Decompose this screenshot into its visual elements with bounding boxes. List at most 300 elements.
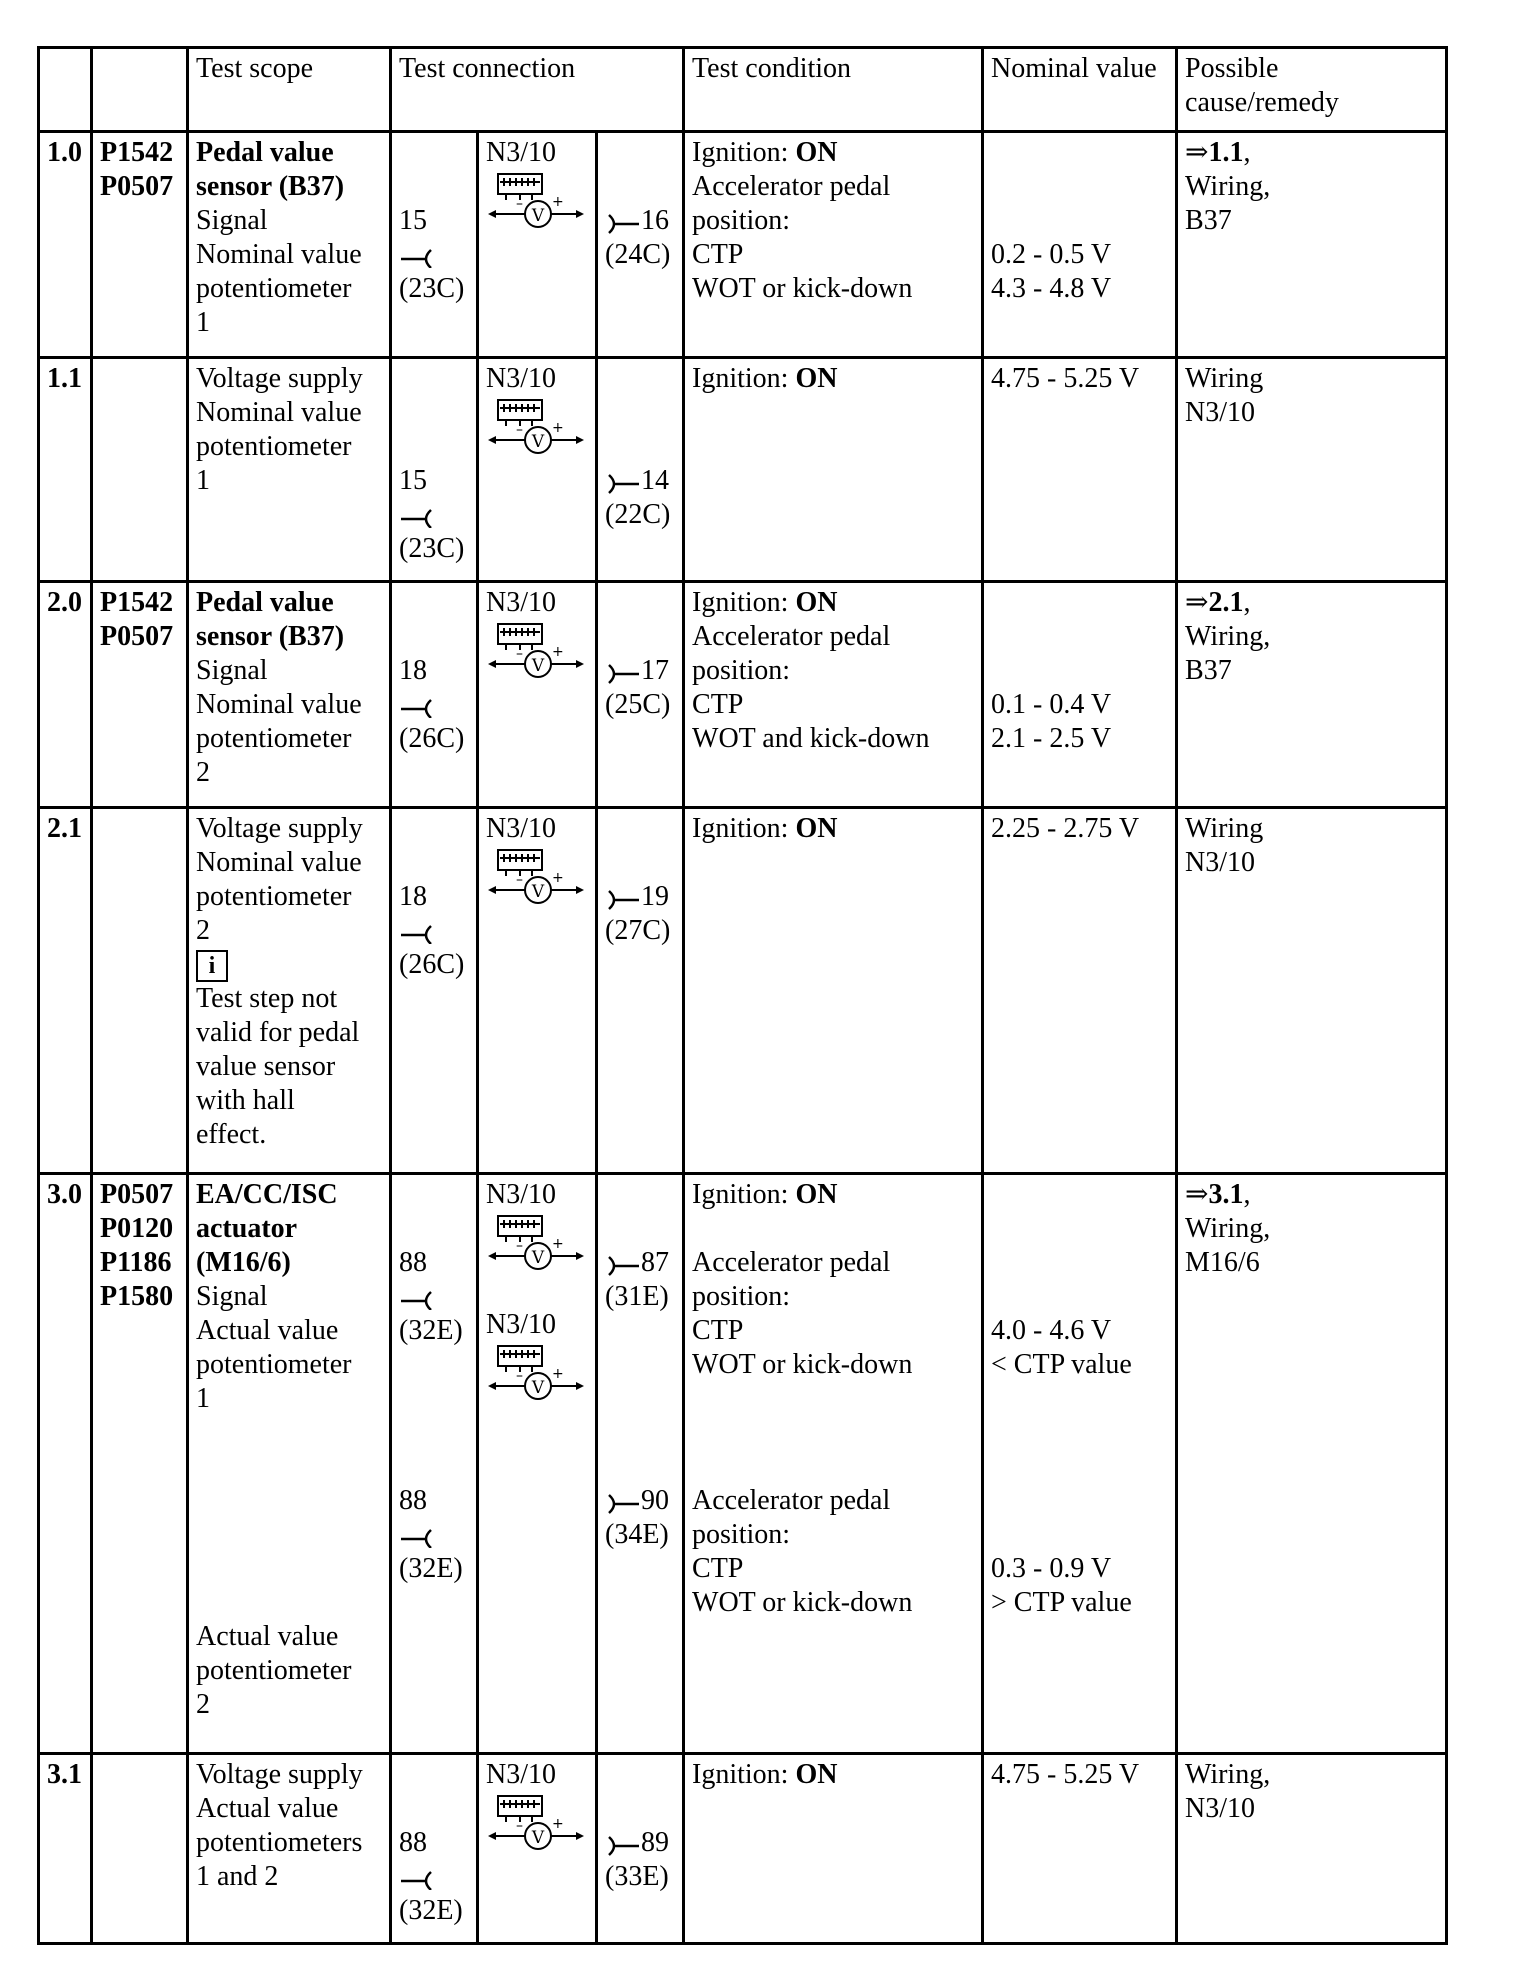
voltmeter-icon <box>486 1214 586 1274</box>
pin-b-line <box>605 1826 675 1860</box>
step-number: 1.0 <box>39 132 92 358</box>
device-cell <box>478 132 597 358</box>
test-condition <box>684 358 983 582</box>
condition-line: WOT and kick-down <box>692 723 930 754</box>
pin-b-line <box>605 464 675 498</box>
step-number: 3.0 <box>39 1174 92 1754</box>
cause-step: 1.1 <box>1208 137 1244 168</box>
nominal-line: 4.75 - 5.25 V <box>991 363 1140 394</box>
device-label: N3/10 <box>486 1179 556 1210</box>
spacer <box>399 396 469 430</box>
ignition-value: ON <box>795 1179 838 1210</box>
cause-line: M16/6 <box>1185 1247 1260 1278</box>
spacer <box>605 396 675 430</box>
scope-line: Voltage supply <box>196 1759 363 1790</box>
spacer <box>605 1212 675 1246</box>
spacer <box>692 1416 974 1450</box>
spacer <box>605 1382 675 1416</box>
spacer <box>605 846 675 880</box>
pin-a: 88 <box>399 1485 427 1516</box>
test-scope <box>188 132 391 358</box>
socket-line <box>399 688 469 722</box>
spacer <box>991 136 1168 170</box>
cause-reference <box>1185 136 1438 170</box>
voltmeter-icon <box>486 398 586 458</box>
pin-b-cell <box>597 582 684 808</box>
scope-line: Signal <box>196 655 268 686</box>
spacer <box>991 1484 1168 1518</box>
nominal-line: < CTP value <box>991 1349 1132 1380</box>
fault-codes <box>92 808 188 1174</box>
nominal-line: > CTP value <box>991 1587 1132 1618</box>
ignition-value: ON <box>795 587 838 618</box>
socket-line <box>399 1518 469 1552</box>
pin-b-ref: (22C) <box>605 499 671 530</box>
fault-code: P0507 <box>100 621 174 652</box>
scope-line: 1 <box>196 307 210 338</box>
pin-a-cell <box>391 808 478 1174</box>
step-number: 1.1 <box>39 358 92 582</box>
socket-line <box>399 498 469 532</box>
test-step-row <box>39 1754 1447 1944</box>
test-scope <box>188 358 391 582</box>
fault-code: P1186 <box>100 1247 172 1278</box>
possible-cause <box>1177 358 1447 582</box>
scope-note: effect. <box>196 1119 267 1150</box>
ignition-value: ON <box>795 1759 838 1790</box>
spacer <box>486 1274 588 1308</box>
pin-b: 17 <box>641 655 669 686</box>
test-scope <box>188 1754 391 1944</box>
cause-comma: , <box>1243 587 1251 618</box>
cause-line: B37 <box>1185 205 1232 236</box>
scope-line: Signal <box>196 205 268 236</box>
spacer <box>399 1792 469 1826</box>
pin-a: 88 <box>399 1247 427 1278</box>
condition-line: position: <box>692 1281 791 1312</box>
scope-line: Actual value <box>196 1621 339 1652</box>
spacer <box>605 1758 675 1792</box>
test-step-row <box>39 808 1447 1174</box>
fault-codes <box>92 1174 188 1754</box>
device-cell <box>478 358 597 582</box>
pin-b-line <box>605 1484 675 1518</box>
socket-icon <box>399 922 435 944</box>
socket-line <box>399 1860 469 1894</box>
condition-line: CTP <box>692 1553 744 1584</box>
spacer <box>605 1416 675 1450</box>
socket-icon <box>399 1288 435 1310</box>
spacer <box>991 1280 1168 1314</box>
condition-line: Accelerator pedal <box>692 1485 891 1516</box>
spacer <box>605 620 675 654</box>
scope-line: Voltage supply <box>196 363 363 394</box>
spacer <box>605 812 675 846</box>
pin-b-cell <box>597 358 684 582</box>
nominal-value <box>983 132 1177 358</box>
ignition-label: Ignition: <box>692 1759 789 1790</box>
nominal-line: 4.75 - 5.25 V <box>991 1759 1140 1790</box>
pin-b-ref: (24C) <box>605 239 671 270</box>
cause-line: Wiring <box>1185 363 1264 394</box>
condition-line: Accelerator pedal <box>692 1247 891 1278</box>
pin-b-cell <box>597 132 684 358</box>
spacer <box>399 620 469 654</box>
ignition-line <box>692 586 974 620</box>
header-nominal-value: Nominal value <box>983 48 1177 132</box>
spacer <box>605 1178 675 1212</box>
test-step-row <box>39 1174 1447 1754</box>
scope-title: EA/CC/ISC <box>196 1179 338 1210</box>
pin-a-ref: (23C) <box>399 273 465 304</box>
pin-b: 87 <box>641 1247 669 1278</box>
test-step-row <box>39 132 1447 358</box>
cause-line: N3/10 <box>1185 1793 1256 1824</box>
spacer <box>196 1586 382 1620</box>
fault-code: P0507 <box>100 1179 174 1210</box>
scope-line: potentiometer <box>196 723 352 754</box>
cause-line: B37 <box>1185 655 1232 686</box>
pin-a-ref: (32E) <box>399 1315 463 1346</box>
pin-a-ref: (26C) <box>399 949 465 980</box>
condition-line: WOT or kick-down <box>692 1349 913 1380</box>
socket-icon <box>399 246 435 268</box>
nominal-line: 0.3 - 0.9 V <box>991 1553 1112 1584</box>
pin-a: 15 <box>399 205 427 236</box>
scope-line: 1 and 2 <box>196 1861 279 1892</box>
cause-line: Wiring, <box>1185 1213 1271 1244</box>
nominal-line: 2.25 - 2.75 V <box>991 813 1140 844</box>
spacer <box>991 1212 1168 1246</box>
spacer <box>605 136 675 170</box>
pin-b: 89 <box>641 1827 669 1858</box>
pin-a-cell <box>391 132 478 358</box>
step-number: 2.1 <box>39 808 92 1174</box>
plug-icon <box>605 212 641 234</box>
spacer <box>399 1416 469 1450</box>
spacer <box>605 1450 675 1484</box>
device-cell <box>478 1174 597 1754</box>
spacer <box>196 1518 382 1552</box>
test-step-row <box>39 582 1447 808</box>
spacer <box>605 1314 675 1348</box>
ignition-line <box>692 812 974 846</box>
fault-code: P0120 <box>100 1213 174 1244</box>
spacer <box>605 1792 675 1826</box>
cause-comma: , <box>1243 1179 1251 1210</box>
ignition-value: ON <box>795 813 838 844</box>
spacer <box>692 1212 974 1246</box>
ignition-line <box>692 1178 974 1212</box>
device-label: N3/10 <box>486 813 556 844</box>
device-cell <box>478 1754 597 1944</box>
pin-b-line <box>605 654 675 688</box>
step-number: 2.0 <box>39 582 92 808</box>
ignition-label: Ignition: <box>692 813 789 844</box>
pin-b-ref: (25C) <box>605 689 671 720</box>
spacer <box>399 1758 469 1792</box>
ignition-label: Ignition: <box>692 587 789 618</box>
ignition-line <box>692 362 974 396</box>
plug-icon <box>605 1492 641 1514</box>
test-scope <box>188 1174 391 1754</box>
device-label: N3/10 <box>486 1759 556 1790</box>
ignition-label: Ignition: <box>692 1179 789 1210</box>
spacer <box>196 1450 382 1484</box>
pin-a: 88 <box>399 1827 427 1858</box>
pin-a-cell <box>391 1174 478 1754</box>
scope-title: actuator <box>196 1213 298 1244</box>
pin-b-line <box>605 880 675 914</box>
pin-a-cell <box>391 582 478 808</box>
device-cell <box>478 808 597 1174</box>
pin-a: 18 <box>399 881 427 912</box>
voltmeter-icon <box>486 848 586 908</box>
fault-code: P1542 <box>100 137 174 168</box>
nominal-value <box>983 358 1177 582</box>
test-scope <box>188 808 391 1174</box>
nominal-value <box>983 582 1177 808</box>
scope-note: valid for pedal <box>196 1017 360 1048</box>
pin-a-ref: (32E) <box>399 1895 463 1926</box>
spacer <box>196 1552 382 1586</box>
pin-b-line <box>605 204 675 238</box>
spacer <box>991 1518 1168 1552</box>
spacer <box>399 136 469 170</box>
cause-line: N3/10 <box>1185 397 1256 428</box>
scope-note: Test step not <box>196 983 338 1014</box>
spacer <box>991 1246 1168 1280</box>
pin-b: 14 <box>641 465 669 496</box>
voltmeter-icon <box>486 1344 586 1404</box>
possible-cause <box>1177 808 1447 1174</box>
spacer <box>991 170 1168 204</box>
pin-a-ref: (23C) <box>399 533 465 564</box>
condition-line: CTP <box>692 689 744 720</box>
spacer <box>605 362 675 396</box>
condition-line: position: <box>692 1519 791 1550</box>
scope-line: 2 <box>196 1689 210 1720</box>
socket-icon <box>399 1868 435 1890</box>
test-table <box>37 46 1448 1945</box>
nominal-value <box>983 1754 1177 1944</box>
scope-title: Pedal value <box>196 137 334 168</box>
fault-code: P1542 <box>100 587 174 618</box>
scope-line: Nominal value <box>196 847 362 878</box>
socket-line <box>399 1280 469 1314</box>
fault-codes <box>92 582 188 808</box>
header-row <box>39 48 1447 132</box>
condition-line: WOT or kick-down <box>692 1587 913 1618</box>
scope-line: Voltage supply <box>196 813 363 844</box>
nominal-line: 2.1 - 2.5 V <box>991 723 1112 754</box>
scope-line: potentiometer <box>196 431 352 462</box>
condition-line: position: <box>692 205 791 236</box>
pin-a-ref: (26C) <box>399 723 465 754</box>
nominal-value <box>983 808 1177 1174</box>
header-test-connection: Test connection <box>391 48 684 132</box>
test-step-row <box>39 358 1447 582</box>
spacer <box>605 586 675 620</box>
cause-line: Wiring, <box>1185 1759 1271 1790</box>
spacer <box>991 204 1168 238</box>
nominal-line: 4.3 - 4.8 V <box>991 273 1112 304</box>
pin-a: 15 <box>399 465 427 496</box>
cause-reference <box>1185 586 1438 620</box>
socket-line <box>399 238 469 272</box>
scope-line: potentiometers <box>196 1827 363 1858</box>
fault-codes <box>92 1754 188 1944</box>
pin-b-ref: (31E) <box>605 1281 669 1312</box>
ignition-label: Ignition: <box>692 363 789 394</box>
scope-line: potentiometer <box>196 273 352 304</box>
cause-line: Wiring, <box>1185 621 1271 652</box>
scope-line: Signal <box>196 1281 268 1312</box>
header-possible-cause: Possible cause/remedy <box>1177 48 1447 132</box>
test-condition <box>684 582 983 808</box>
nominal-value <box>983 1174 1177 1754</box>
info-icon: i <box>196 950 228 982</box>
pin-b: 90 <box>641 1485 669 1516</box>
voltmeter-icon <box>486 172 586 232</box>
spacer <box>399 430 469 464</box>
test-condition <box>684 132 983 358</box>
socket-icon <box>399 696 435 718</box>
condition-line: CTP <box>692 1315 744 1346</box>
condition-line: position: <box>692 655 791 686</box>
spacer <box>399 1348 469 1382</box>
cause-step: 3.1 <box>1208 1179 1244 1210</box>
device-label: N3/10 <box>486 363 556 394</box>
spacer <box>692 1382 974 1416</box>
nominal-line: 0.1 - 0.4 V <box>991 689 1112 720</box>
test-condition <box>684 1174 983 1754</box>
spacer <box>196 1484 382 1518</box>
condition-line: Accelerator pedal <box>692 171 891 202</box>
device-label: N3/10 <box>486 1309 556 1340</box>
spacer <box>399 1178 469 1212</box>
scope-line: Nominal value <box>196 689 362 720</box>
spacer <box>991 1416 1168 1450</box>
cause-comma: , <box>1243 137 1251 168</box>
pin-b: 16 <box>641 205 669 236</box>
possible-cause <box>1177 1754 1447 1944</box>
spacer <box>991 654 1168 688</box>
pin-b-ref: (33E) <box>605 1861 669 1892</box>
spacer <box>399 170 469 204</box>
spacer <box>399 586 469 620</box>
voltmeter-icon <box>486 1794 586 1854</box>
pin-b: 19 <box>641 881 669 912</box>
spacer <box>399 362 469 396</box>
spacer <box>991 1450 1168 1484</box>
scope-line: Actual value <box>196 1315 339 1346</box>
plug-icon <box>605 1254 641 1276</box>
test-scope <box>188 582 391 808</box>
scope-note: with hall <box>196 1085 295 1116</box>
scope-note: value sensor <box>196 1051 336 1082</box>
cause-line: N3/10 <box>1185 847 1256 878</box>
condition-line: CTP <box>692 239 744 270</box>
scope-line: Nominal value <box>196 239 362 270</box>
nominal-line: 0.2 - 0.5 V <box>991 239 1112 270</box>
ignition-value: ON <box>795 137 838 168</box>
scope-line: potentiometer <box>196 1655 352 1686</box>
spacer <box>991 620 1168 654</box>
ignition-label: Ignition: <box>692 137 789 168</box>
scope-line: potentiometer <box>196 1349 352 1380</box>
plug-icon <box>605 472 641 494</box>
cause-line: Wiring, <box>1185 171 1271 202</box>
spacer <box>399 1212 469 1246</box>
pin-b-cell <box>597 808 684 1174</box>
ignition-value: ON <box>795 363 838 394</box>
cause-line: Wiring <box>1185 813 1264 844</box>
nominal-line: 4.0 - 4.6 V <box>991 1315 1112 1346</box>
spacer <box>605 170 675 204</box>
scope-line: 2 <box>196 757 210 788</box>
plug-icon <box>605 662 641 684</box>
spacer <box>991 1178 1168 1212</box>
scope-line: Actual value <box>196 1793 339 1824</box>
socket-icon <box>399 1526 435 1548</box>
pin-a-cell <box>391 358 478 582</box>
scope-title: sensor (B37) <box>196 171 345 202</box>
test-condition <box>684 1754 983 1944</box>
scope-line: potentiometer <box>196 881 352 912</box>
cause-step: 2.1 <box>1208 587 1244 618</box>
spacer <box>399 1450 469 1484</box>
socket-icon <box>399 506 435 528</box>
fault-code: P0507 <box>100 171 174 202</box>
scope-title: (M16/6) <box>196 1247 291 1278</box>
spacer <box>692 1450 974 1484</box>
step-number: 3.1 <box>39 1754 92 1944</box>
device-cell <box>478 582 597 808</box>
spacer <box>991 586 1168 620</box>
header-test-condition: Test condition <box>684 48 983 132</box>
fault-codes <box>92 132 188 358</box>
scope-line: Nominal value <box>196 397 362 428</box>
voltmeter-icon <box>486 622 586 682</box>
plug-icon <box>605 888 641 910</box>
socket-line <box>399 914 469 948</box>
spacer <box>399 846 469 880</box>
header-test-scope: Test scope <box>188 48 391 132</box>
plug-icon <box>605 1834 641 1856</box>
possible-cause <box>1177 132 1447 358</box>
scope-line: 1 <box>196 465 210 496</box>
condition-line: Accelerator pedal <box>692 621 891 652</box>
pin-b-ref: (27C) <box>605 915 671 946</box>
fault-code: P1580 <box>100 1281 174 1312</box>
possible-cause <box>1177 582 1447 808</box>
scope-title: sensor (B37) <box>196 621 345 652</box>
spacer <box>605 1348 675 1382</box>
device-label: N3/10 <box>486 137 556 168</box>
device-label: N3/10 <box>486 587 556 618</box>
pin-b-cell <box>597 1754 684 1944</box>
arrow-icon: ⇒ <box>1185 137 1209 168</box>
spacer <box>605 430 675 464</box>
fault-codes <box>92 358 188 582</box>
info-line <box>196 948 382 982</box>
spacer <box>196 1416 382 1450</box>
cause-reference <box>1185 1178 1438 1212</box>
arrow-icon: ⇒ <box>1185 1179 1209 1210</box>
arrow-icon: ⇒ <box>1185 587 1209 618</box>
pin-b-line <box>605 1246 675 1280</box>
